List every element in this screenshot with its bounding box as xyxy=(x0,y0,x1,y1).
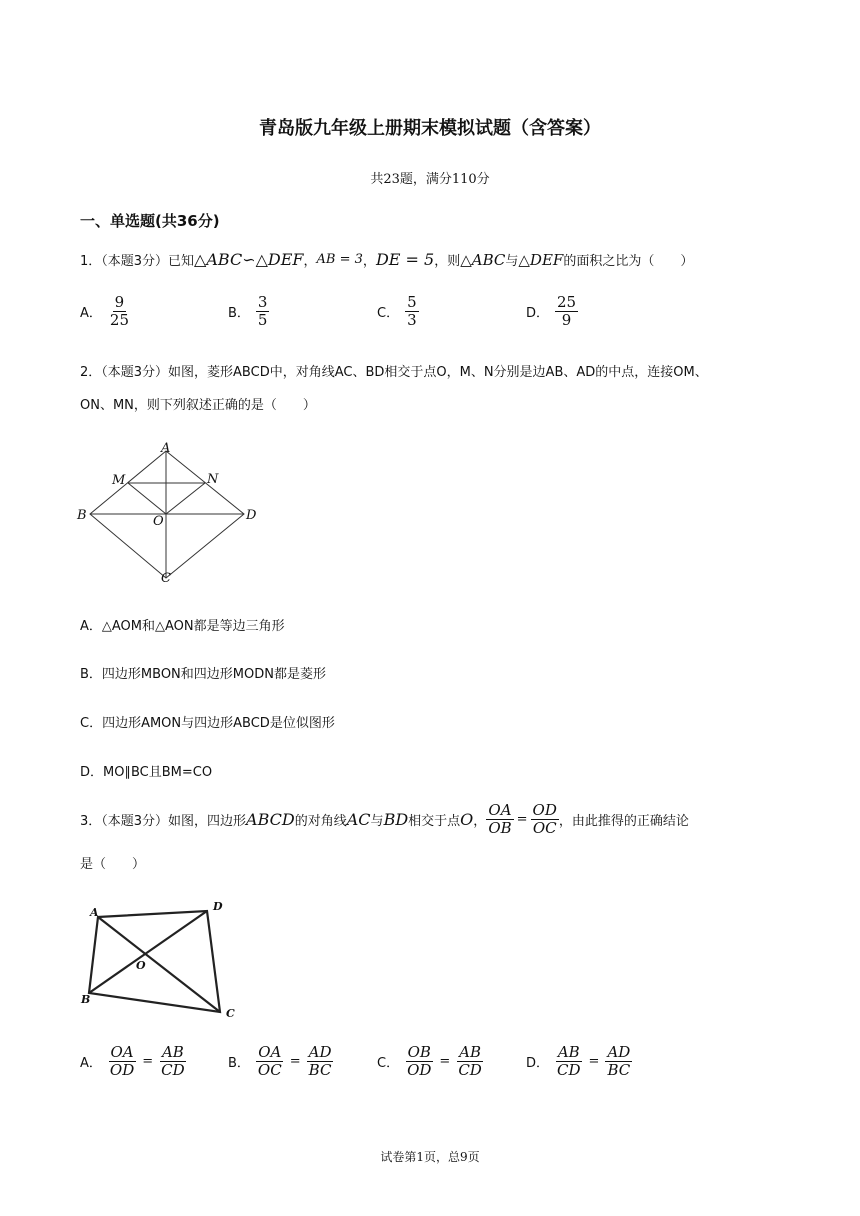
q1-option-c[interactable] xyxy=(377,294,419,330)
page-title: 青岛版九年级上册期末模拟试题（含答案） xyxy=(259,118,601,139)
segment-om xyxy=(128,483,166,514)
q3-option-c[interactable]: C． $\frac{OB}{OD}$ = $\frac{AB}{CD}$ xyxy=(377,1043,482,1080)
option-label: D． xyxy=(526,1056,550,1072)
q3-yu: 与 xyxy=(370,814,384,830)
segment-on xyxy=(166,483,205,514)
label-a: A xyxy=(90,906,99,919)
fraction: $\frac{OB}{OD}$ xyxy=(407,1043,432,1080)
quadrilateral-figure xyxy=(74,896,244,1026)
option-label: A． xyxy=(80,306,102,322)
q3-bd: BD xyxy=(383,810,409,830)
q3-abcd: ABCD xyxy=(246,810,295,830)
fraction: $\frac{25}{9}$ xyxy=(557,293,577,330)
fraction: $\frac{AB}{CD}$ xyxy=(557,1043,581,1080)
fraction: $\frac{AD}{BC}$ xyxy=(308,1043,332,1080)
section-heading: 一、单选题(共36分) xyxy=(80,212,220,230)
page-footer: 试卷第1页，总9页 xyxy=(380,1150,480,1164)
q1-option-d[interactable] xyxy=(526,294,578,330)
question-1-stem: 1．（本题3分）已知 △ABC∽△DEF ， AB = 3 ， DE = 5 ，则 △ABC 与 △DEF 的面积之比为（ ） xyxy=(80,250,694,269)
q3-mid2: 相交于点 xyxy=(408,814,461,830)
label-c: C xyxy=(226,1007,235,1020)
fraction: $\frac{AB}{CD}$ xyxy=(161,1043,185,1080)
q1-option-a[interactable] xyxy=(80,294,131,330)
question-2-stem-line1: 2．（本题3分）如图，菱形ABCD中，对角线AC、BD相交于点O，M、N分别是边AB、AD的中点，连接OM、 xyxy=(80,365,708,380)
option-label: B． xyxy=(228,306,250,322)
option-label: A． xyxy=(80,1056,102,1072)
q3-option-d[interactable]: D． $\frac{AB}{CD}$ = $\frac{AD}{BC}$ xyxy=(526,1043,631,1080)
option-label: C． xyxy=(377,1056,400,1072)
q3-ac: AC xyxy=(346,810,371,830)
fraction: $\frac{AD}{BC}$ xyxy=(607,1043,631,1080)
label-b: B xyxy=(77,508,87,523)
question-3-stem-line1: 3．（本题3分）如图，四边形 ABCD 的对角线 AC 与 BD 相交于点 O ， $\frac{OA}{OB}$ = $\frac{OD}{OC}$ ，由此推得的正确结论 xyxy=(80,801,689,838)
q3-fraction-1: $\frac{OA}{OB}$ xyxy=(488,801,512,838)
fraction: $\frac{9}{25}$ xyxy=(109,293,129,330)
q3-comma: ， xyxy=(473,814,487,830)
fraction: $\frac{5}{3}$ xyxy=(407,293,417,330)
q3-option-b[interactable]: B． $\frac{OA}{OC}$ = $\frac{AD}{BC}$ xyxy=(228,1043,332,1080)
q1-prefix: 1．（本题3分）已知 xyxy=(80,254,195,269)
fraction: $\frac{OA}{OC}$ xyxy=(257,1043,282,1080)
option-label: D． xyxy=(526,306,550,322)
label-o: O xyxy=(153,514,164,529)
question-3-stem-line2: 是（ ） xyxy=(80,857,146,872)
q1-yu: 与 xyxy=(505,254,519,269)
fraction: $\frac{OA}{OD}$ xyxy=(109,1043,135,1080)
fraction: $\frac{AB}{CD}$ xyxy=(458,1043,482,1080)
label-c: C xyxy=(161,571,171,586)
q3-option-a[interactable]: A． $\frac{OA}{OD}$ = $\frac{AB}{CD}$ xyxy=(80,1043,185,1080)
fraction: $\frac{3}{5}$ xyxy=(257,293,268,330)
q1-then: ，则 xyxy=(434,254,461,269)
label-d: D xyxy=(246,508,257,523)
label-n: N xyxy=(207,472,219,487)
label-d: D xyxy=(213,900,223,913)
option-label: C． xyxy=(377,306,400,322)
q2-option-d[interactable]: D．MO∥BC且BM=CO xyxy=(80,765,213,780)
q3-suffix: ，由此推得的正确结论 xyxy=(558,814,689,830)
q1-de: DE = 5 xyxy=(375,250,435,269)
rhombus-figure xyxy=(72,438,272,588)
q1-ab: AB = 3 xyxy=(316,252,363,267)
question-2-stem-line2: ON、MN，则下列叙述正确的是（ ） xyxy=(80,398,316,413)
label-m: M xyxy=(112,473,126,488)
q2-option-b[interactable]: B．四边形MBON和四边形MODN都是菱形 xyxy=(80,667,326,682)
q2-option-c[interactable]: C．四边形AMON与四边形ABCD是位似图形 xyxy=(80,716,335,731)
q1-similarity: △ABC∽△DEF xyxy=(194,250,304,269)
q1-tri2: △DEF xyxy=(518,250,564,269)
label-a: A xyxy=(161,441,171,456)
q2-option-a[interactable]: A．△AOM和△AON都是等边三角形 xyxy=(80,619,285,634)
q3-mid1: 的对角线 xyxy=(294,814,347,830)
q1-option-b[interactable] xyxy=(228,294,269,330)
label-o: O xyxy=(136,959,146,972)
q3-fraction-2: $\frac{OD}{OC}$ xyxy=(532,801,557,838)
q3-o: O xyxy=(460,810,474,830)
q1-suffix: 的面积之比为（ ） xyxy=(563,254,694,269)
label-b: B xyxy=(81,993,91,1006)
option-label: B． xyxy=(228,1056,250,1072)
q1-tri1: △ABC xyxy=(460,250,506,269)
exam-summary: 共23题，满分110分 xyxy=(370,172,490,187)
q3-prefix: 3．（本题3分）如图，四边形 xyxy=(80,814,247,830)
